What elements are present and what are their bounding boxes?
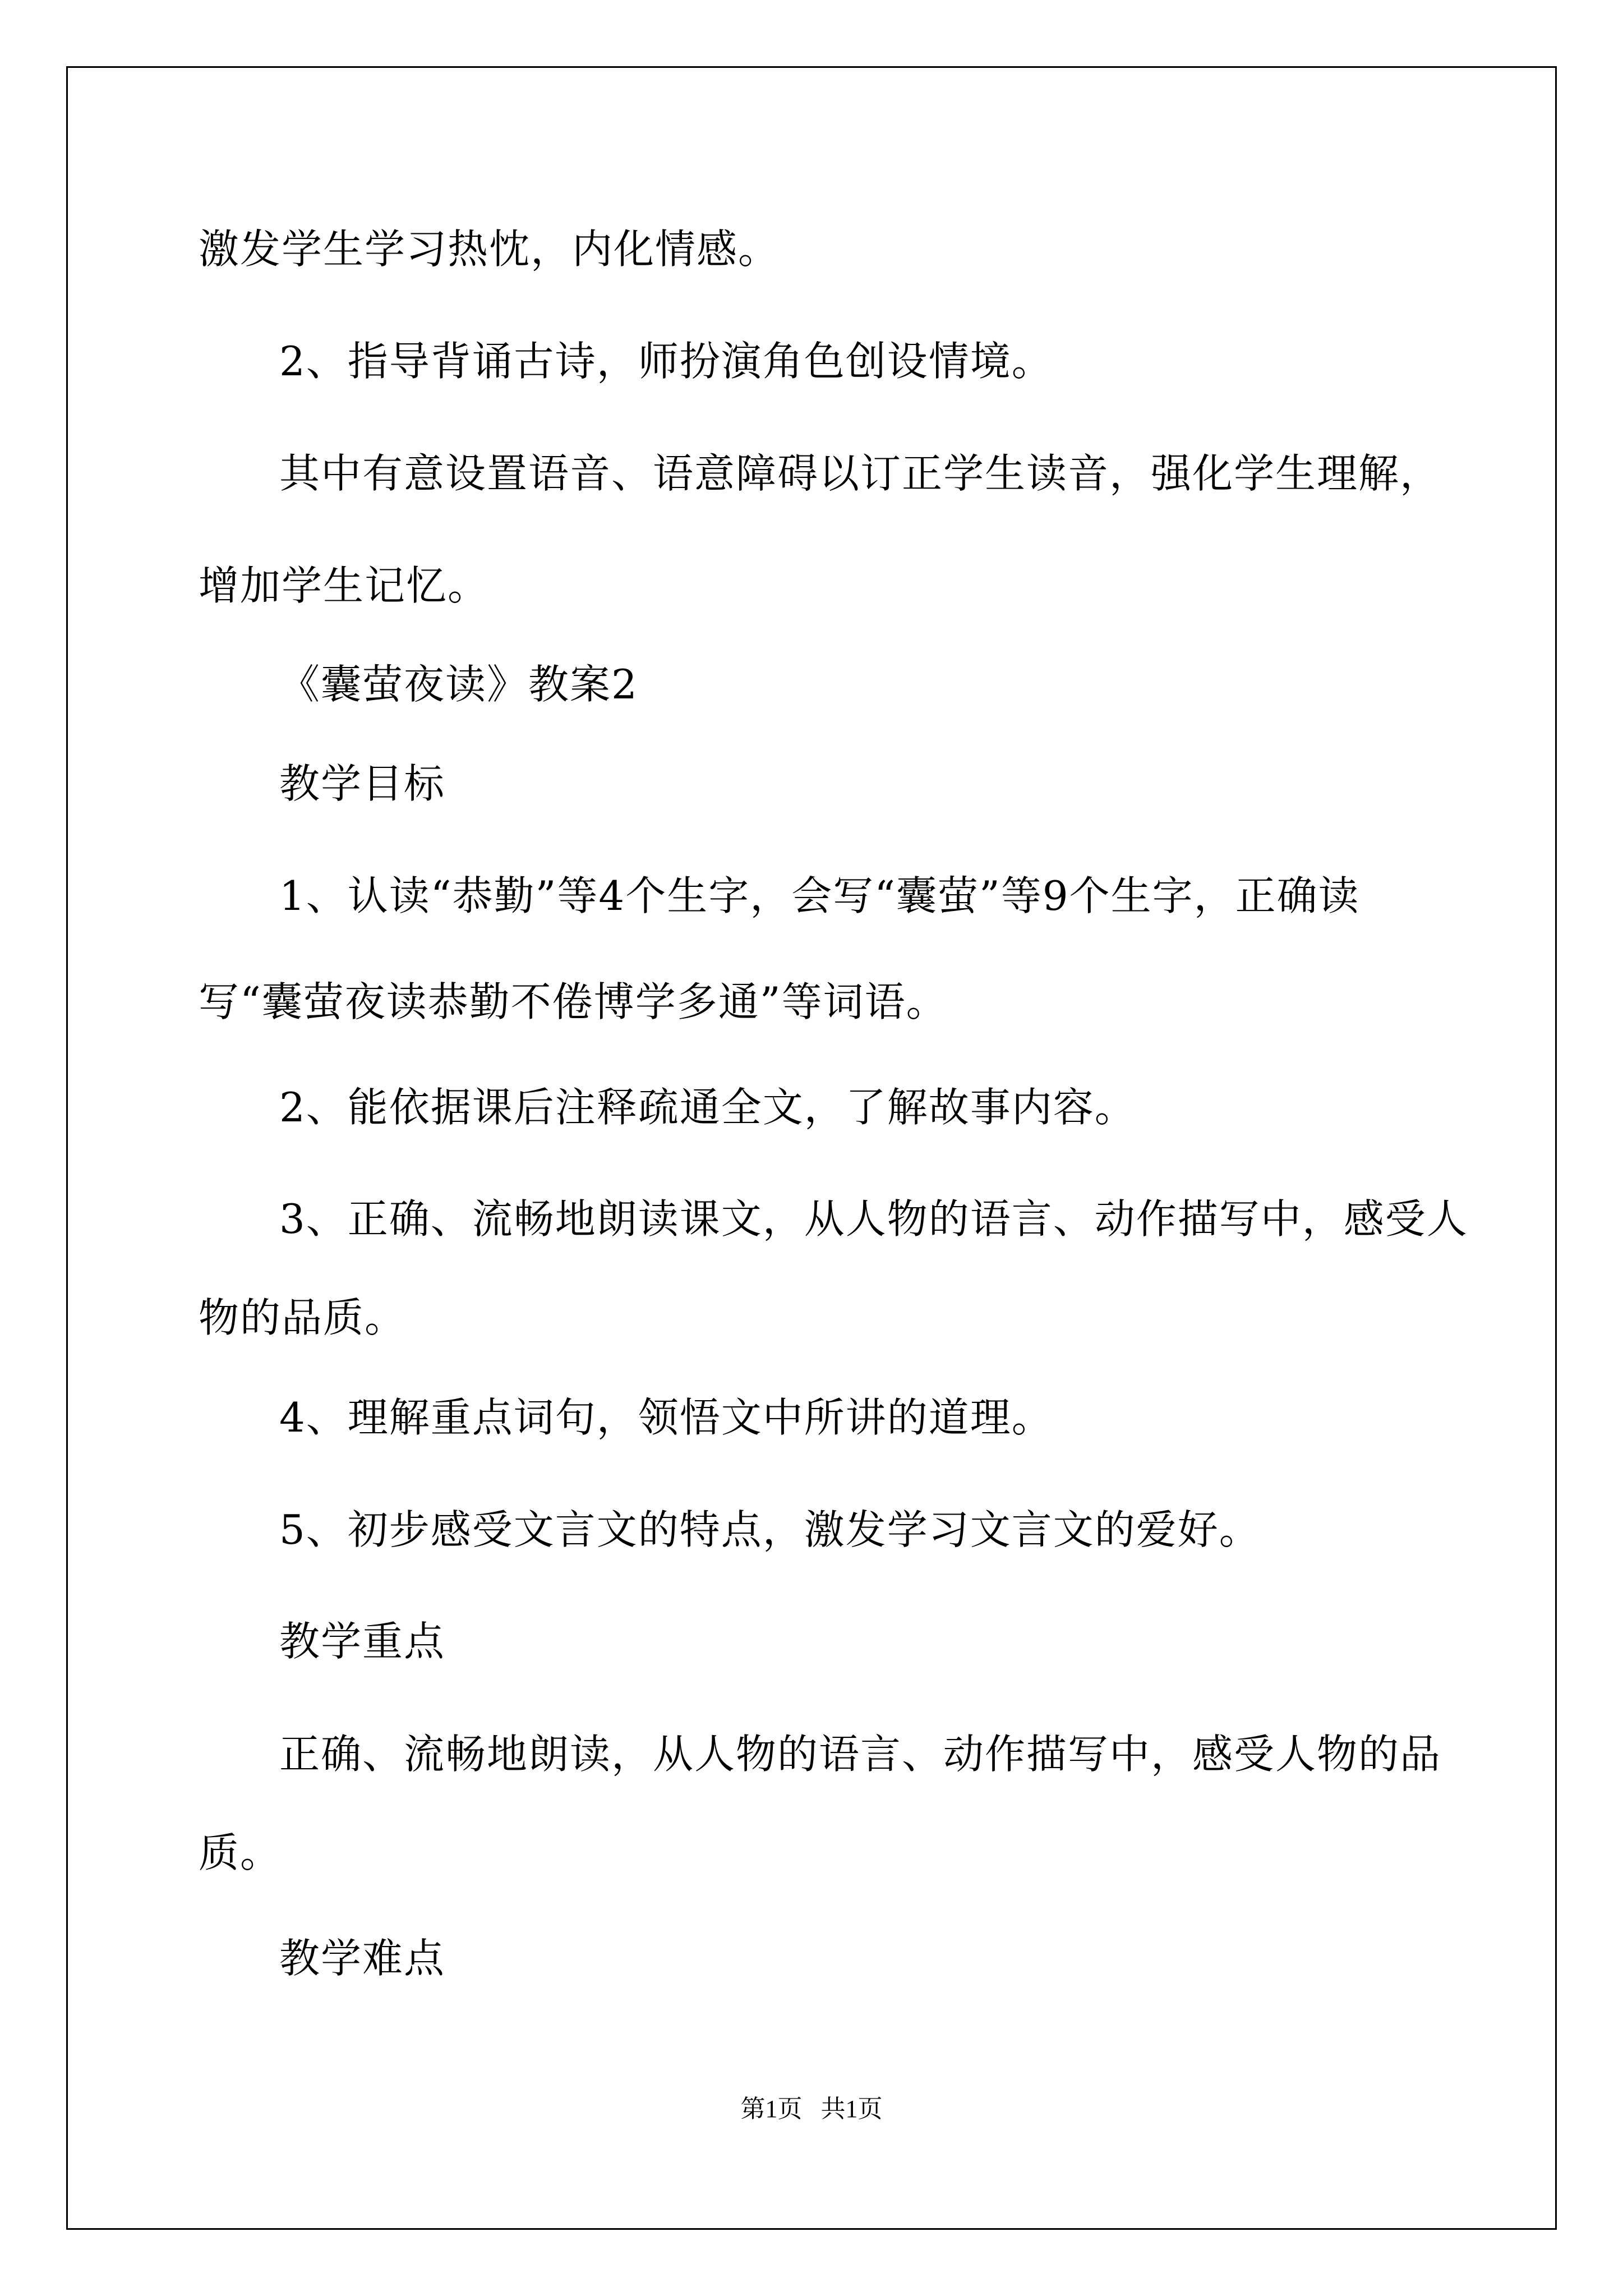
page-number-footer: 第1页 共1页 <box>740 2095 883 2123</box>
body-line: 质。 <box>199 1829 282 1876</box>
section-heading: 教学目标 <box>279 760 446 807</box>
body-line: 增加学生记忆。 <box>199 562 490 609</box>
body-line: 2、能依据课后注释疏通全文，了解故事内容。 <box>279 1084 1136 1131</box>
body-line: 写“囊萤夜读恭勤不倦博学多通”等词语。 <box>199 978 948 1025</box>
body-line: 物的品质。 <box>199 1294 407 1341</box>
body-line: 激发学生学习热忱，内化情感。 <box>199 226 780 273</box>
body-line: 3、正确、流畅地朗读课文，从人物的语言、动作描写中，感受人 <box>279 1195 1468 1243</box>
body-line: 2、指导背诵古诗，师扮演角色创设情境。 <box>279 338 1053 385</box>
page-border <box>66 66 1557 2230</box>
section-heading: 教学难点 <box>279 1935 446 1982</box>
body-line: 5、初步感受文言文的特点，激发学习文言文的爱好。 <box>279 1506 1261 1553</box>
body-line: 1、认读“恭勤”等4个生字，会写“囊萤”等9个生字，正确读 <box>279 872 1360 919</box>
section-title: 《囊萤夜读》教案2 <box>279 661 638 708</box>
body-line: 其中有意设置语音、语意障碍以订正学生读音，强化学生理解， <box>279 450 1442 497</box>
body-line: 4、理解重点词句，领悟文中所讲的道理。 <box>279 1394 1053 1441</box>
section-heading: 教学重点 <box>279 1618 446 1665</box>
body-line: 正确、流畅地朗读，从人物的语言、动作描写中，感受人物的品 <box>279 1731 1442 1778</box>
